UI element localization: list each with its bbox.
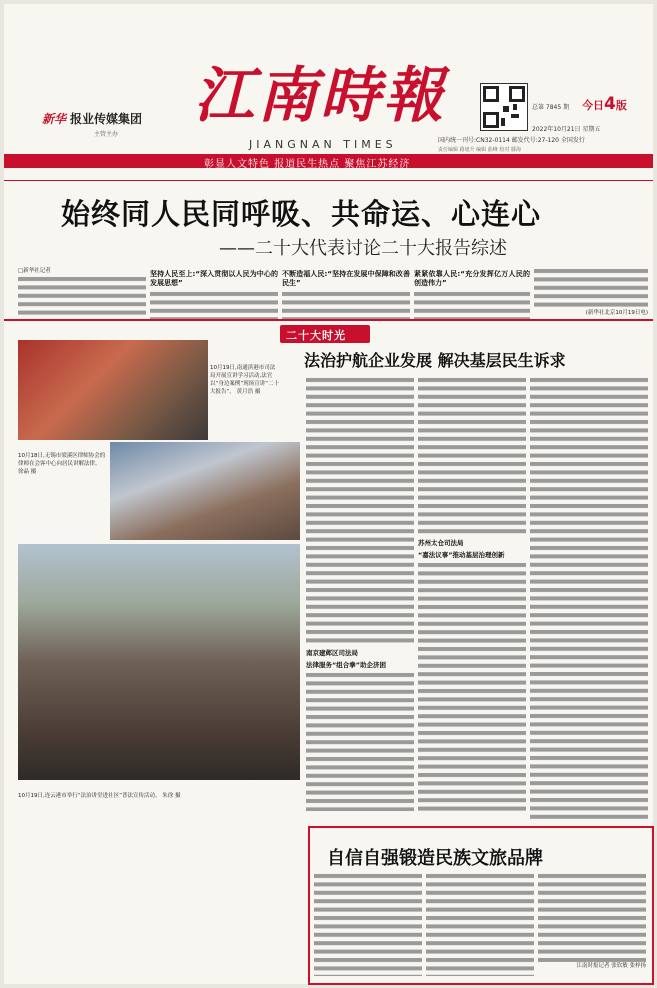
feature-subheading: 法律服务“组合拳”助企济困 xyxy=(306,660,387,669)
byline: □新华社记者 xyxy=(18,268,51,274)
story-subheading: 坚持人民至上:“深入贯彻以人民为中心的发展思想” xyxy=(150,270,278,287)
feature-headline: 法治护航企业发展 解决基层民生诉求 xyxy=(304,351,566,370)
article-column-1 xyxy=(314,872,422,976)
feature-subheading: 苏州太仓司法局 xyxy=(418,539,464,547)
main-headline: 始终同人民同呼吸、共命运、心连心 xyxy=(61,197,542,231)
slogan-text: 彰显人文特色 报道民生热点 聚焦江苏经济 xyxy=(204,159,411,170)
issue-number: 总第 7845 期 xyxy=(532,104,570,111)
story-subheading: 不断造福人民:“坚持在发展中保障和改善民生” xyxy=(282,270,410,287)
issue-date: 2022年10月21日 星期五 xyxy=(532,126,601,133)
story-column-4 xyxy=(414,267,530,321)
story-column-3 xyxy=(282,267,410,321)
divider xyxy=(4,319,653,321)
feature-subheading: “嘉法议事”推动基层治理创新 xyxy=(418,550,505,559)
story-column-5 xyxy=(534,267,648,321)
story-column-2 xyxy=(150,267,278,321)
feature-column-2 xyxy=(418,376,526,822)
newspaper-logo-en: JIANGNAN TIMES xyxy=(249,138,397,151)
photo-law-consultation xyxy=(110,442,300,540)
page-number: 今日4版 xyxy=(582,94,627,114)
qr-code-icon xyxy=(480,83,528,131)
text-lines xyxy=(414,290,530,321)
editorial-staff: 责任编辑 路旭升 编辑 曲峰 校对 滕海 xyxy=(438,147,521,153)
feature-subheading: 南京建邺区司法局 xyxy=(306,649,358,657)
photo-caption-3: 10月19日,连云港市举行“法治讲堂进社区”普法宣传活动。 朱徐 摄 xyxy=(18,793,181,799)
newspaper-logo: 江南時報 xyxy=(194,61,446,131)
section-tag: 二十大时光 xyxy=(280,325,370,343)
photo-caption-1: 10月19日,南通滨港市司法局开展宣讲学习活动,法官以“身边案例”现场宣讲“二十大报告”。 黄月浩 摄 xyxy=(210,365,280,395)
text-lines xyxy=(418,561,526,811)
photo-community-event xyxy=(18,544,300,780)
text-lines xyxy=(150,290,278,321)
text-lines xyxy=(538,872,646,962)
newspaper-page xyxy=(4,4,653,984)
story-column-1 xyxy=(18,267,146,321)
photo-caption-2: 10月18日,无锡市梁溪区律师协会的律师在会客中心向居民讲解法律。 徐晶 摄 xyxy=(18,453,106,475)
divider xyxy=(4,180,653,181)
text-lines xyxy=(426,872,534,976)
group-brand: 新华 报业传媒集团 xyxy=(42,112,143,126)
story-dateline: (新华社北京10月19日电) xyxy=(585,310,648,316)
text-lines xyxy=(306,376,414,646)
text-lines xyxy=(282,290,410,321)
publication-info: 国内统一刊号:CN32-0114 邮发代号:27-120 全国发行 xyxy=(438,137,585,144)
text-lines xyxy=(530,376,648,822)
article-headline: 自信自强锻造民族文旅品牌 xyxy=(327,848,543,869)
feature-column-3 xyxy=(530,376,648,822)
article-column-3 xyxy=(538,872,646,976)
text-lines xyxy=(306,671,414,811)
group-sub: 主管主办 xyxy=(94,131,119,138)
text-lines xyxy=(18,275,146,321)
text-lines xyxy=(314,872,422,976)
main-subhead: ——二十大代表讨论二十大报告综述 xyxy=(219,238,507,259)
text-lines xyxy=(418,376,526,536)
article-column-2 xyxy=(426,872,534,976)
feature-column-1 xyxy=(306,376,414,822)
article-byline: 江南时报记者 张钦敏 张梓扬 xyxy=(576,963,646,969)
text-lines xyxy=(534,267,648,309)
story-subheading: 紧紧依靠人民:“充分发挥亿万人民的创造伟力” xyxy=(414,270,530,287)
photo-lecture xyxy=(18,340,208,440)
